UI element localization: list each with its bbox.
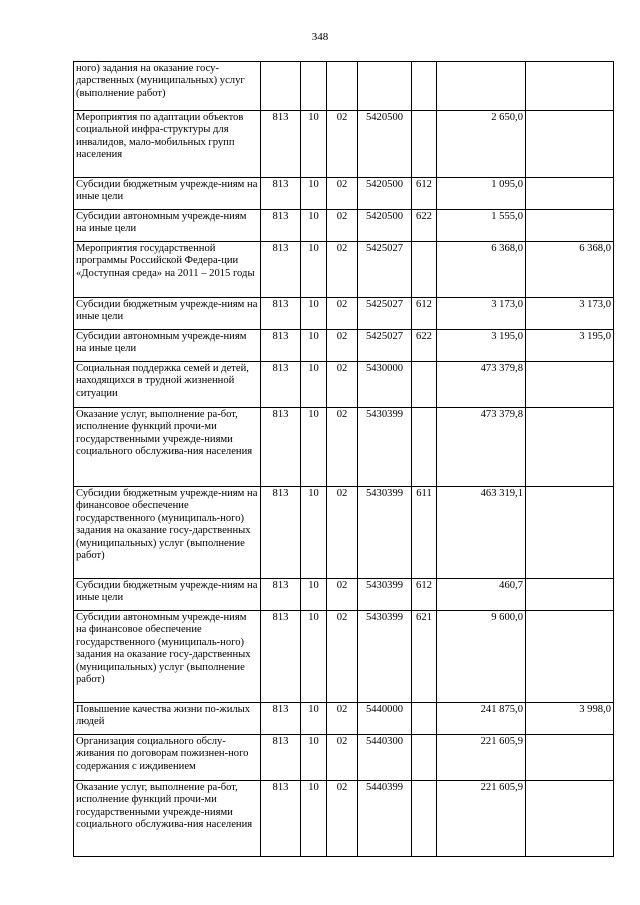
target-article-code: 5420500: [358, 111, 412, 178]
row-name: Организация социального обслу-живания по договорам пожизнен-ного содержания с иждивением: [74, 735, 261, 781]
target-article-code: 5430399: [358, 579, 412, 611]
table-row: [74, 210, 614, 242]
row-name: Мероприятия государственной программы Российской Федера-ции «Доступная среда» на 2011 – 2015 годы: [74, 242, 261, 298]
table-row: [74, 579, 614, 611]
amount-federal: [526, 611, 614, 703]
expense-type-code: 612: [412, 298, 437, 330]
section-code: 10: [301, 210, 327, 242]
target-article-code: 5425027: [358, 330, 412, 362]
section-code: 10: [301, 487, 327, 579]
subsection-code: 02: [327, 487, 358, 579]
table-row: [74, 611, 614, 703]
section-code: [301, 62, 327, 111]
subsection-code: 02: [327, 579, 358, 611]
ministry-code: 813: [261, 703, 301, 735]
ministry-code: 813: [261, 178, 301, 210]
amount-total: 2 650,0: [437, 111, 526, 178]
page-number: 348: [311, 31, 329, 43]
amount-total: 1 555,0: [437, 210, 526, 242]
table-row: [74, 242, 614, 298]
target-article-code: [358, 62, 412, 111]
target-article-code: 5430399: [358, 408, 412, 487]
expense-type-code: [412, 408, 437, 487]
ministry-code: 813: [261, 487, 301, 579]
table-row: [74, 178, 614, 210]
section-code: 10: [301, 408, 327, 487]
row-name: Субсидии автономным учрежде-ниям на финансовое обеспечение государственного (муниципаль-ного) задания на оказание госу-дарственных (муниципальных) услуг (выполнение работ): [74, 611, 261, 703]
section-code: 10: [301, 111, 327, 178]
row-name: Субсидии автономным учрежде-ниям на иные цели: [74, 210, 261, 242]
expense-type-code: [412, 242, 437, 298]
expense-type-code: [412, 111, 437, 178]
row-name: Оказание услуг, выполнение ра-бот, исполнение функций прочи-ми государственными учрежде-ниями социального обслужива-ния населения: [74, 781, 261, 857]
section-code: 10: [301, 242, 327, 298]
expense-type-code: 611: [412, 487, 437, 579]
expense-type-code: [412, 703, 437, 735]
section-code: 10: [301, 703, 327, 735]
ministry-code: 813: [261, 611, 301, 703]
row-name: Мероприятия по адаптации объектов социальной инфра-структуры для инвалидов, мало-мобильных групп населения: [74, 111, 261, 178]
row-name: Субсидии автономным учрежде-ниям на иные цели: [74, 330, 261, 362]
amount-federal: 3 998,0: [526, 703, 614, 735]
subsection-code: 02: [327, 210, 358, 242]
amount-federal: [526, 487, 614, 579]
amount-federal: [526, 210, 614, 242]
section-code: 10: [301, 611, 327, 703]
amount-federal: [526, 62, 614, 111]
table-row: [74, 735, 614, 781]
amount-federal: [526, 735, 614, 781]
target-article-code: 5430399: [358, 611, 412, 703]
amount-total: 221 605,9: [437, 781, 526, 857]
section-code: 10: [301, 330, 327, 362]
amount-total: 463 319,1: [437, 487, 526, 579]
section-code: 10: [301, 735, 327, 781]
amount-total: 9 600,0: [437, 611, 526, 703]
target-article-code: 5440300: [358, 735, 412, 781]
ministry-code: [261, 62, 301, 111]
amount-federal: [526, 362, 614, 408]
section-code: 10: [301, 579, 327, 611]
ministry-code: 813: [261, 408, 301, 487]
budget-table: [73, 61, 614, 857]
table-row: [74, 408, 614, 487]
target-article-code: 5430000: [358, 362, 412, 408]
amount-total: 3 173,0: [437, 298, 526, 330]
subsection-code: 02: [327, 178, 358, 210]
ministry-code: 813: [261, 330, 301, 362]
expense-type-code: [412, 735, 437, 781]
target-article-code: 5440000: [358, 703, 412, 735]
row-name: Повышение качества жизни по-жилых людей: [74, 703, 261, 735]
subsection-code: [327, 62, 358, 111]
amount-federal: [526, 178, 614, 210]
table-row: [74, 362, 614, 408]
amount-total: 460,7: [437, 579, 526, 611]
row-name: Оказание услуг, выполнение ра-бот, исполнение функций прочи-ми государственными учрежде-ниями социального обслужива-ния населения: [74, 408, 261, 487]
table-row: [74, 703, 614, 735]
amount-federal: 3 195,0: [526, 330, 614, 362]
row-name: Субсидии бюджетным учрежде-ниям на финансовое обеспечение государственного (муниципаль-ного) задания на оказание госу-дарственных (муниципальных) услуг (выполнение работ): [74, 487, 261, 579]
table-row: [74, 781, 614, 857]
subsection-code: 02: [327, 298, 358, 330]
ministry-code: 813: [261, 781, 301, 857]
amount-federal: 6 368,0: [526, 242, 614, 298]
subsection-code: 02: [327, 362, 358, 408]
table-row: [74, 330, 614, 362]
subsection-code: 02: [327, 781, 358, 857]
ministry-code: 813: [261, 579, 301, 611]
amount-total: 1 095,0: [437, 178, 526, 210]
amount-total: 221 605,9: [437, 735, 526, 781]
ministry-code: 813: [261, 210, 301, 242]
subsection-code: 02: [327, 408, 358, 487]
ministry-code: 813: [261, 362, 301, 408]
subsection-code: 02: [327, 242, 358, 298]
expense-type-code: [412, 362, 437, 408]
subsection-code: 02: [327, 735, 358, 781]
ministry-code: 813: [261, 242, 301, 298]
amount-federal: [526, 781, 614, 857]
amount-federal: [526, 111, 614, 178]
amount-total: [437, 62, 526, 111]
expense-type-code: 622: [412, 330, 437, 362]
budget-table-body: [74, 62, 614, 857]
expense-type-code: 612: [412, 178, 437, 210]
amount-total: 473 379,8: [437, 362, 526, 408]
section-code: 10: [301, 178, 327, 210]
expense-type-code: 612: [412, 579, 437, 611]
amount-federal: [526, 579, 614, 611]
target-article-code: 5420500: [358, 178, 412, 210]
amount-total: 6 368,0: [437, 242, 526, 298]
target-article-code: 5425027: [358, 242, 412, 298]
section-code: 10: [301, 781, 327, 857]
subsection-code: 02: [327, 703, 358, 735]
ministry-code: 813: [261, 111, 301, 178]
ministry-code: 813: [261, 735, 301, 781]
row-name: Субсидии бюджетным учрежде-ниям на иные цели: [74, 178, 261, 210]
row-name: Субсидии бюджетным учрежде-ниям на иные цели: [74, 579, 261, 611]
amount-federal: [526, 408, 614, 487]
ministry-code: 813: [261, 298, 301, 330]
table-row: [74, 487, 614, 579]
expense-type-code: 622: [412, 210, 437, 242]
amount-total: 473 379,8: [437, 408, 526, 487]
target-article-code: 5440399: [358, 781, 412, 857]
target-article-code: 5425027: [358, 298, 412, 330]
table-row: [74, 298, 614, 330]
expense-type-code: 621: [412, 611, 437, 703]
amount-federal: 3 173,0: [526, 298, 614, 330]
row-name: ного) задания на оказание госу-дарственных (муниципальных) услуг (выполнение работ): [74, 62, 261, 111]
table-row: [74, 111, 614, 178]
row-name: Субсидии бюджетным учрежде-ниям на иные цели: [74, 298, 261, 330]
section-code: 10: [301, 298, 327, 330]
table-row: [74, 62, 614, 111]
amount-total: 3 195,0: [437, 330, 526, 362]
subsection-code: 02: [327, 611, 358, 703]
amount-total: 241 875,0: [437, 703, 526, 735]
target-article-code: 5430399: [358, 487, 412, 579]
section-code: 10: [301, 362, 327, 408]
subsection-code: 02: [327, 111, 358, 178]
row-name: Социальная поддержка семей и детей, находящихся в трудной жизненной ситуации: [74, 362, 261, 408]
subsection-code: 02: [327, 330, 358, 362]
expense-type-code: [412, 781, 437, 857]
target-article-code: 5420500: [358, 210, 412, 242]
expense-type-code: [412, 62, 437, 111]
